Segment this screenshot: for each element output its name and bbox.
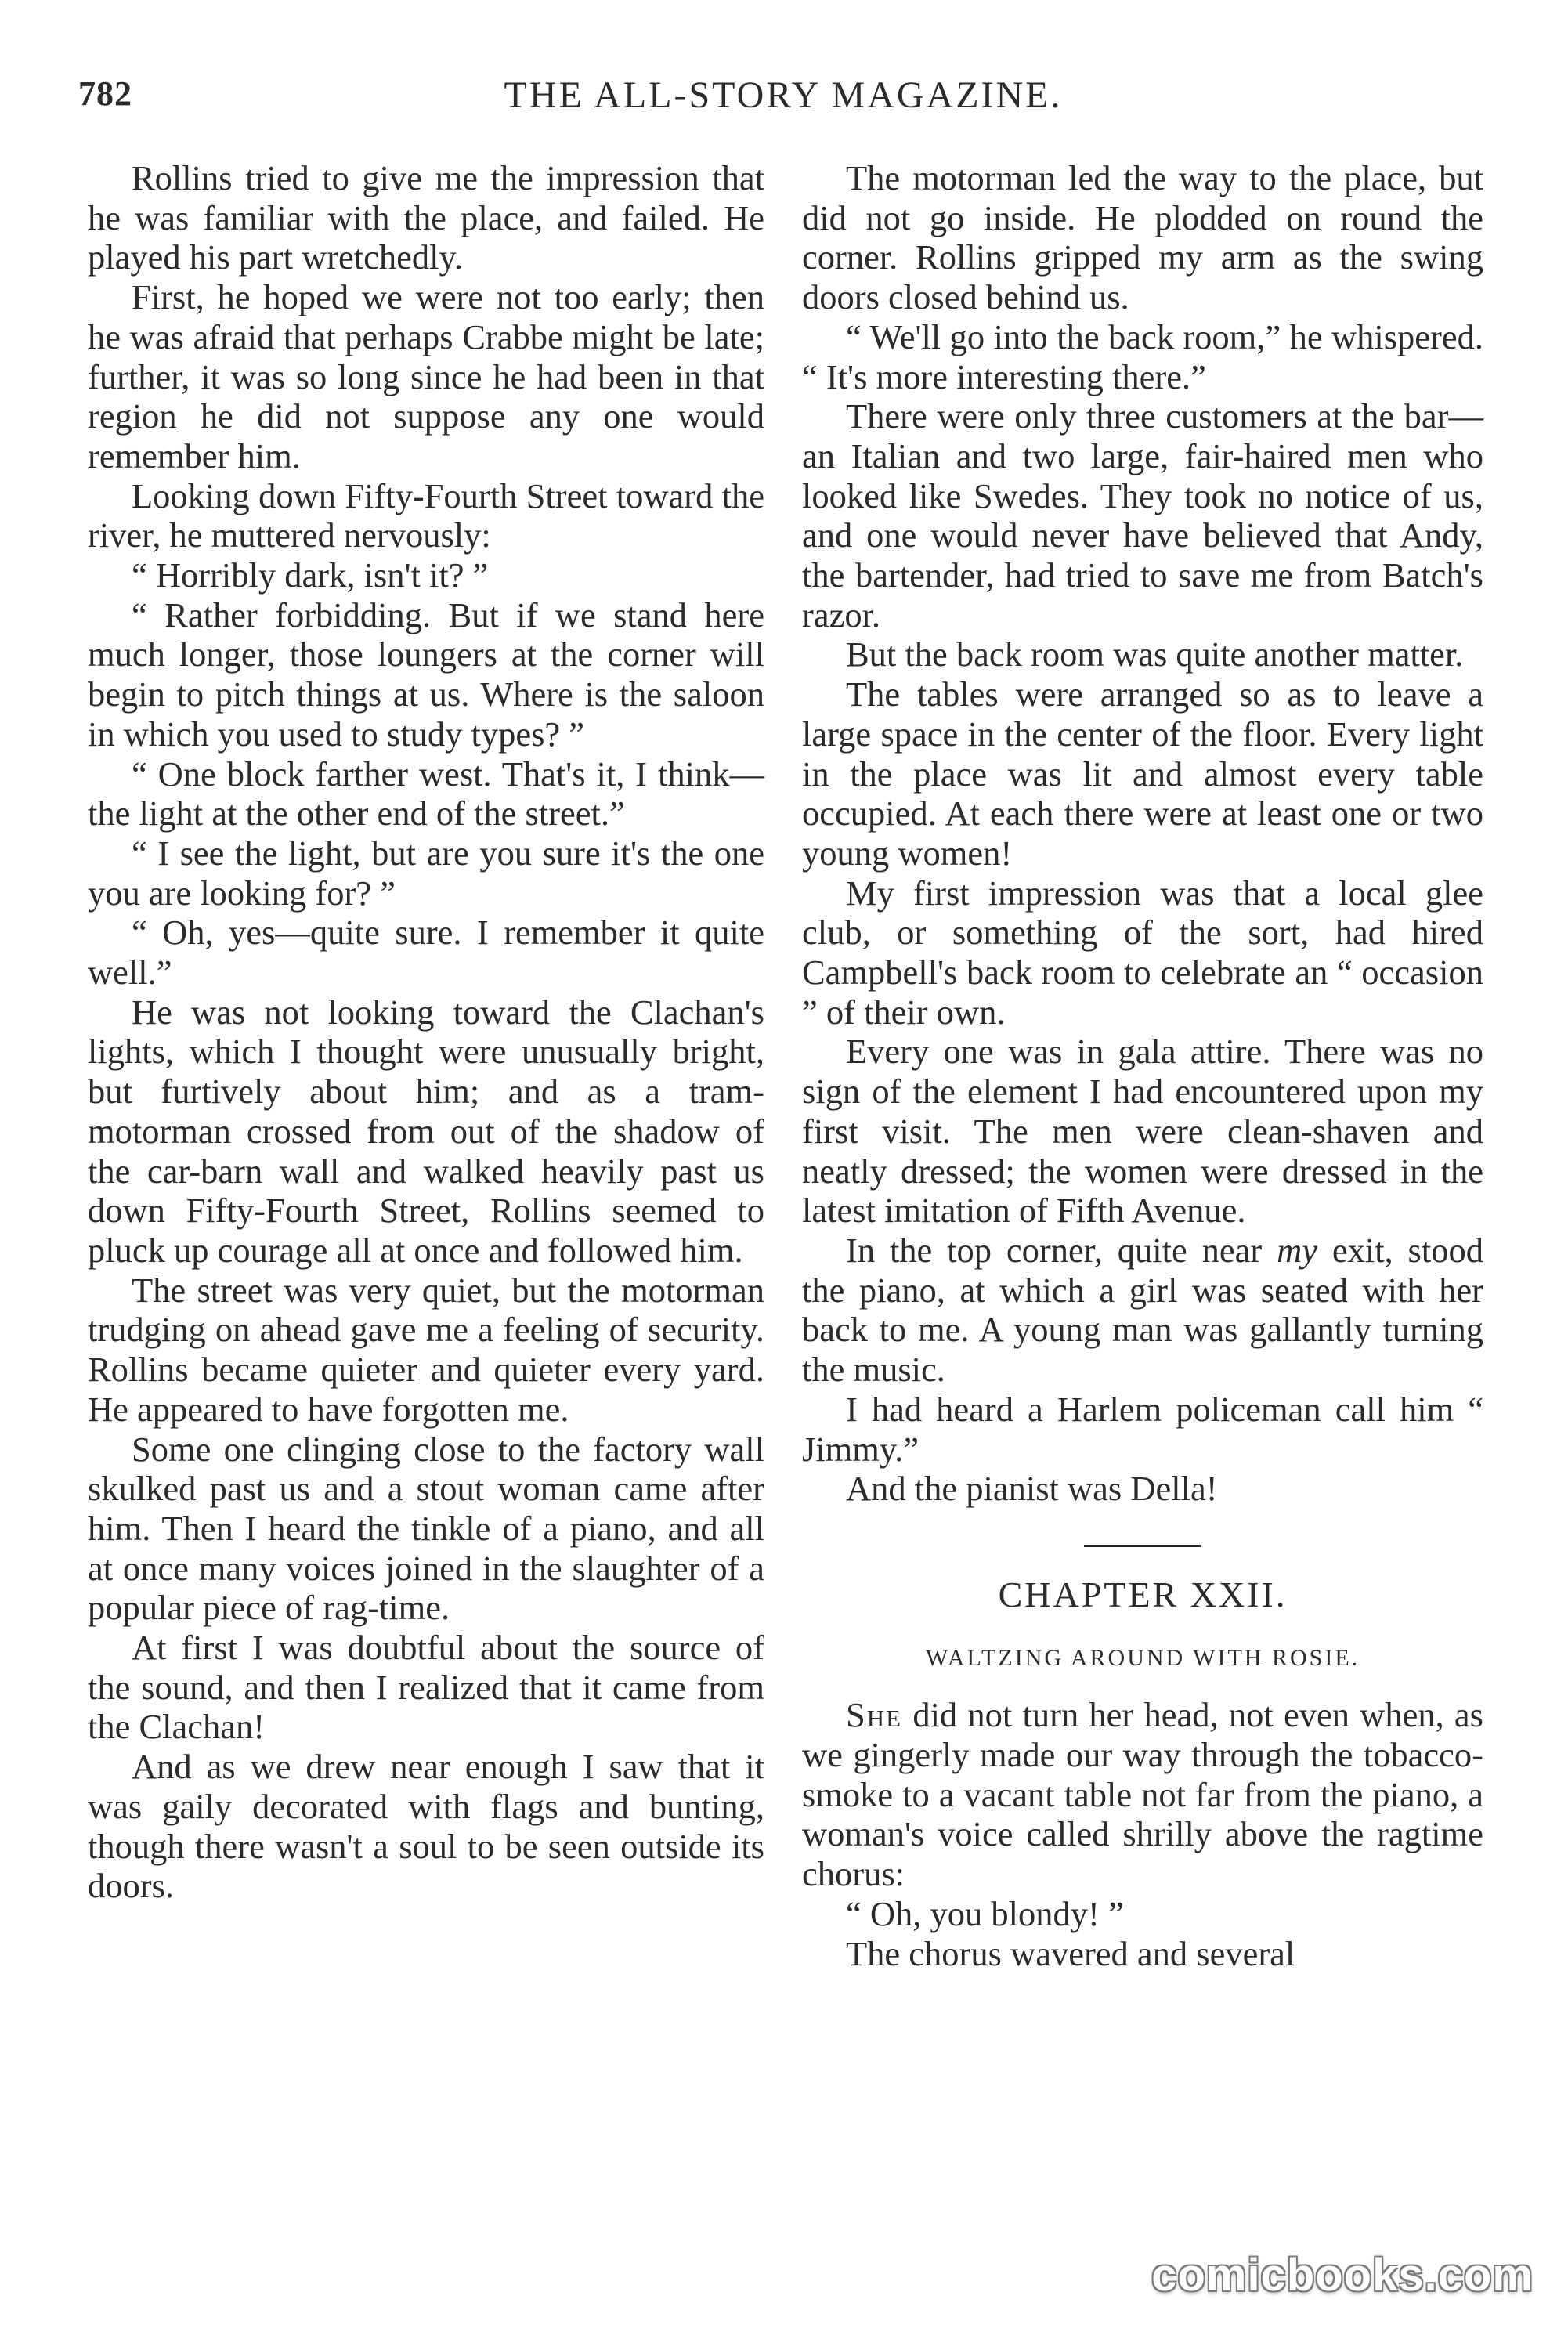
- page-header: [78, 74, 1488, 121]
- paragraph: The chorus wavered and several: [846, 1933, 1295, 1973]
- paragraph: Rollins tried to give me the impression that he was familiar with the place, and failed. He played his part wretchedly.: [88, 158, 764, 277]
- paragraph: My first impression was that a local glee club, or something of the sort, had hired Campbell's back room to celebrate an “ occasion ” of their own.: [802, 873, 1483, 1032]
- chapter-subtitle: WALTZING AROUND WITH ROSIE.: [925, 1644, 1360, 1671]
- text-run: did not turn her head, not even when, as we gingerly made our way through the tobacco-smoke to a vacant table not far from the piano, a woman's voice called shrilly above the ragtime chorus:: [802, 1695, 1483, 1894]
- right-column: [802, 158, 1483, 1973]
- paragraph: The street was very quiet, but the motorman trudging on ahead gave me a feeling of security. Rollins became quieter and quieter every yard. He appeared to have forgotten me.: [88, 1270, 764, 1429]
- paragraph: The tables were arranged so as to leave a large space in the center of the floor. Every light in the place was lit and almost every table occupied. At each there were at least one or two young women!: [802, 674, 1483, 873]
- paragraph: “ We'll go into the back room,” he whispered. “ It's more interesting there.”: [802, 316, 1483, 396]
- paragraph-with-emphasis: [802, 1231, 1483, 1390]
- text-run: exit, stood the piano, at which a girl was seated with her back to me. A young man was gallantly turning the music.: [802, 1230, 1483, 1390]
- paragraph: Some one clinging close to the factory wall skulked past us and a stout woman came after him. Then I heard the tinkle of a piano, and all at once many voices joined in the slaughter of a popular piece of rag-time.: [88, 1429, 764, 1628]
- chapter-title: CHAPTER XXII.: [998, 1574, 1288, 1614]
- paragraph: The motorman led the way to the place, but did not go inside. He plodded on round the corner. Rollins gripped my arm as the swing doors closed behind us.: [802, 158, 1483, 317]
- paragraph: Looking down Fifty-Fourth Street toward the river, he muttered nervously:: [88, 475, 764, 555]
- paragraph: “ Oh, yes—quite sure. I remember it quite well.”: [88, 913, 764, 992]
- paragraph: There were only three customers at the bar—an Italian and two large, fair-haired men who looked like Swedes. They took no notice of us, and one would never have believed that Andy, the bartender, had tried to save me from Batch's razor.: [802, 396, 1483, 634]
- paragraph: Every one was in gala attire. There was no sign of the element I had encountered upon my first visit. The men were clean-shaven and neatly dressed; the women were dressed in the latest imitation of Fifth Avenue.: [802, 1032, 1483, 1231]
- paragraph: He was not looking toward the Clachan's lights, which I thought were unusually bright, but furtively about him; and as a tram-motorman crossed from out of the shadow of the car-barn wall and walked heavily past us down Fifty-Fourth Street, Rollins seemed to pluck up courage all at once and followed him.: [88, 992, 764, 1270]
- emphasized-word: my: [1277, 1230, 1317, 1270]
- watermark-logo: comicbooks.com: [1151, 2250, 1534, 2301]
- text-run: In the top corner, quite near: [846, 1230, 1277, 1270]
- left-column: [88, 158, 764, 1906]
- paragraph: I had heard a Harlem policeman call him “ Jimmy.”: [802, 1389, 1483, 1469]
- paragraph: But the back room was quite another matter.: [846, 634, 1464, 674]
- paragraph: “ Horribly dark, isn't it? ”: [132, 555, 489, 595]
- paragraph: “ I see the light, but are you sure it's the one you are looking for? ”: [88, 833, 764, 913]
- drop-lead-word: She: [846, 1695, 903, 1735]
- paragraph: At first I was doubtful about the source of the sound, and then I realized that it came from the Clachan!: [88, 1628, 764, 1747]
- paragraph: “ Oh, you blondy! ”: [846, 1893, 1124, 1933]
- paragraph: And as we drew near enough I saw that it was gaily decorated with flags and bunting, though there wasn't a soul to be seen outside its doors.: [88, 1747, 764, 1906]
- running-title: THE ALL-STORY MAGAZINE.: [504, 74, 1063, 116]
- paragraph: “ Rather forbidding. But if we stand here much longer, those loungers at the corner will begin to pitch things at us. Where is the saloon in which you used to study types? ”: [88, 595, 764, 754]
- page-number: 782: [78, 74, 132, 113]
- chapter-opening-paragraph: [802, 1695, 1483, 1894]
- paragraph: “ One block farther west. That's it, I think—the light at the other end of the street.”: [88, 754, 764, 833]
- chapter-divider: [1084, 1545, 1201, 1547]
- paragraph: First, he hoped we were not too early; then he was afraid that perhaps Crabbe might be late; further, it was so long since he had been in that region he did not suppose any one would remember him.: [88, 277, 764, 475]
- paragraph: And the pianist was Della!: [846, 1469, 1218, 1509]
